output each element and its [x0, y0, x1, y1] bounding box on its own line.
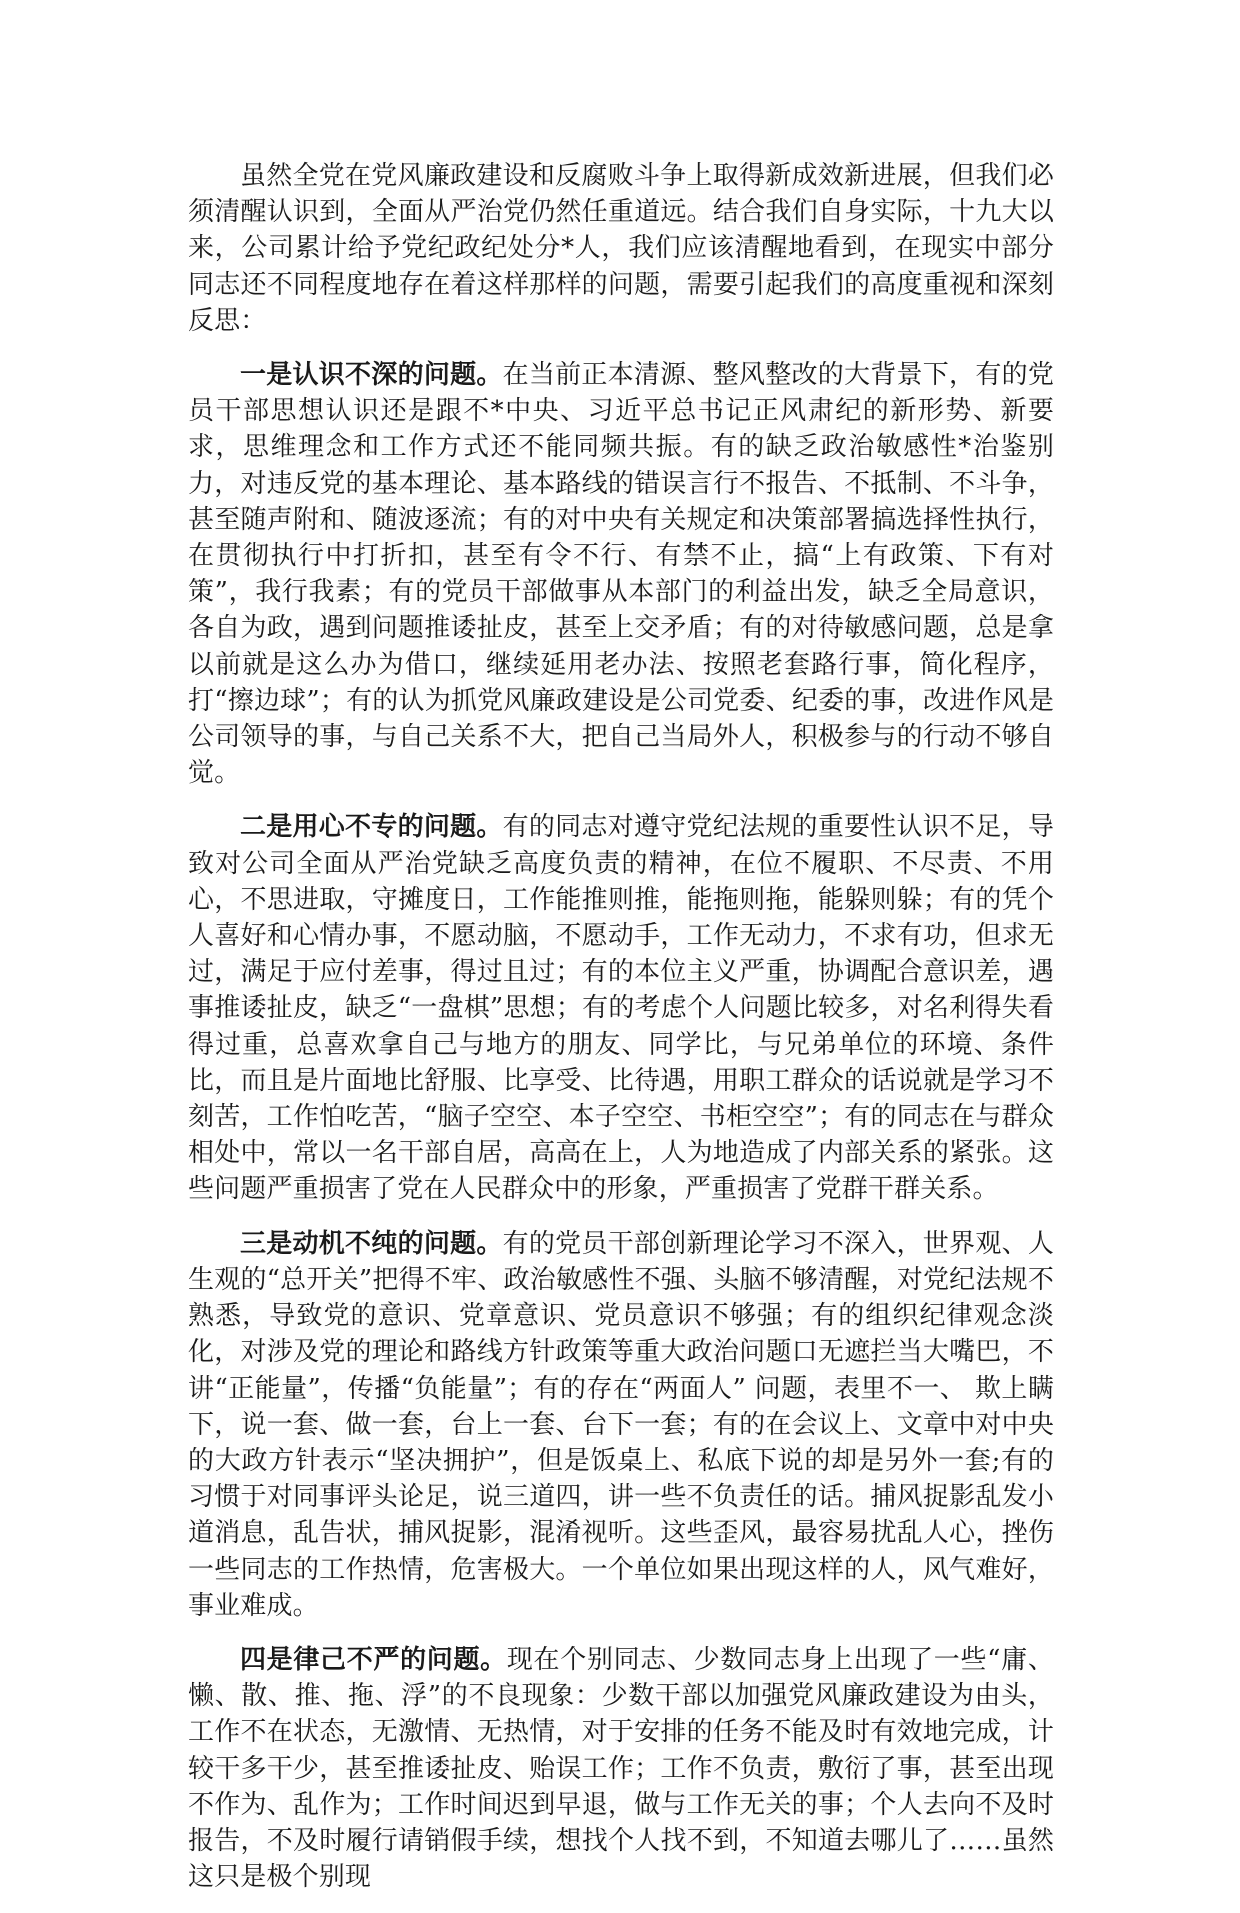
paragraph-issue-3: [188, 1226, 1054, 1624]
paragraph-text: 有的同志对遵守党纪法规的重要性认识不足，导致对公司全面从严治党缺乏高度负责的精神，在位不履职、不尽责、不用心，不思进取，守摊度日，工作能推则推，能拖则拖，能躲则躲；有的凭个人喜好和心情办事，不愿动脑，不愿动手，工作无动力，不求有功，但求无过，满足于应付差事，得过且过；有的本位主义严重，协调配合意识差，遇事推诿扯皮，缺乏“一盘棋”思想；有的考虑个人问题比较多，对名利得失看得过重，总喜欢拿自己与地方的朋友、同学比，与兄弟单位的环境、条件比，而且是片面地比舒服、比享受、比待遇，用职工群众的话说就是学习不刻苦，工作怕吃苦，“脑子空空、本子空空、书柜空空”；有的同志在与群众相处中，常以一名干部自居，高高在上，人为地造成了内部关系的紧张。这些问题严重损害了党在人民群众中的形象，严重损害了党群干群关系。: [188, 812, 1054, 1205]
paragraph-text: 现在个别同志、少数同志身上出现了一些“庸、懒、散、推、拖、浮”的不良现象：少数干部以加强党风廉政建设为由头，工作不在状态，无激情、无热情，对于安排的任务不能及时有效地完成，计较干多干少，甚至推诿扯皮、贻误工作；工作不负责，敷衍了事，甚至出现不作为、乱作为；工作时间迟到早退，做与工作无关的事；个人去向不及时报告，不及时履行请销假手续，想找个人找不到，不知道去哪儿了……虽然这只是极个别现: [188, 1644, 1054, 1893]
paragraph-issue-2: [188, 809, 1054, 1207]
paragraph-intro: [188, 158, 1054, 339]
document-page: [188, 158, 1054, 1913]
paragraph-lead: 一是认识不深的问题。: [240, 360, 503, 391]
paragraph-text: 有的党员干部创新理论学习不深入，世界观、人生观的“总开关”把得不牢、政治敏感性不强、头脑不够清醒，对党纪法规不熟悉，导致党的意识、党章意识、党员意识不够强；有的组织纪律观念淡化，对涉及党的理论和路线方针政策等重大政治问题口无遮拦当大嘴巴，不讲“正能量”，传播“负能量”；有的存在“两面人” 问题，表里不一、 欺上瞒下，说一套、做一套，台上一套、台下一套；有的在会议上、文章中对中央的大政方针表示“坚决拥护”，但是饭桌上、私底下说的却是另外一套;有的习惯于对同事评头论足，说三道四，讲一些不负责任的话。捕风捉影乱发小道消息，乱告状，捕风捉影，混淆视听。这些歪风，最容易扰乱人心，挫伤一些同志的工作热情，危害极大。一个单位如果出现这样的人，风气难好，事业难成。: [188, 1228, 1054, 1621]
paragraph-issue-4: [188, 1642, 1054, 1895]
paragraph-lead: 四是律己不严的问题。: [240, 1644, 507, 1675]
paragraph-text: 在当前正本清源、整风整改的大背景下，有的党员干部思想认识还是跟不*中央、习近平总书记正风肃纪的新形势、新要求，思维理念和工作方式还不能同频共振。有的缺乏政治敏感性*治鉴别力，对违反党的基本理论、基本路线的错误言行不报告、不抵制、不斗争，甚至随声附和、随波逐流；有的对中央有关规定和决策部署搞选择性执行，在贯彻执行中打折扣，甚至有令不行、有禁不止，搞“上有政策、下有对策”，我行我素；有的党员干部做事从本部门的利益出发，缺乏全局意识，各自为政，遇到问题推诿扯皮，甚至上交矛盾；有的对待敏感问题，总是拿以前就是这么办为借口，继续延用老办法、按照老套路行事，简化程序，打“擦边球”；有的认为抓党风廉政建设是公司党委、纪委的事，改进作风是公司领导的事，与自己关系不大，把自己当局外人，积极参与的行动不够自觉。: [188, 360, 1054, 789]
paragraph-text: 虽然全党在党风廉政建设和反腐败斗争上取得新成效新进展，但我们必须清醒认识到，全面从严治党仍然任重道远。结合我们自身实际，十九大以来，公司累计给予党纪政纪处分*人，我们应该清醒地看到，在现实中部分同志还不同程度地存在着这样那样的问题，需要引起我们的高度重视和深刻反思：: [188, 161, 1054, 336]
paragraph-lead: 二是用心不专的问题。: [240, 812, 503, 843]
paragraph-lead: 三是动机不纯的问题。: [240, 1228, 503, 1259]
paragraph-issue-1: [188, 357, 1054, 791]
